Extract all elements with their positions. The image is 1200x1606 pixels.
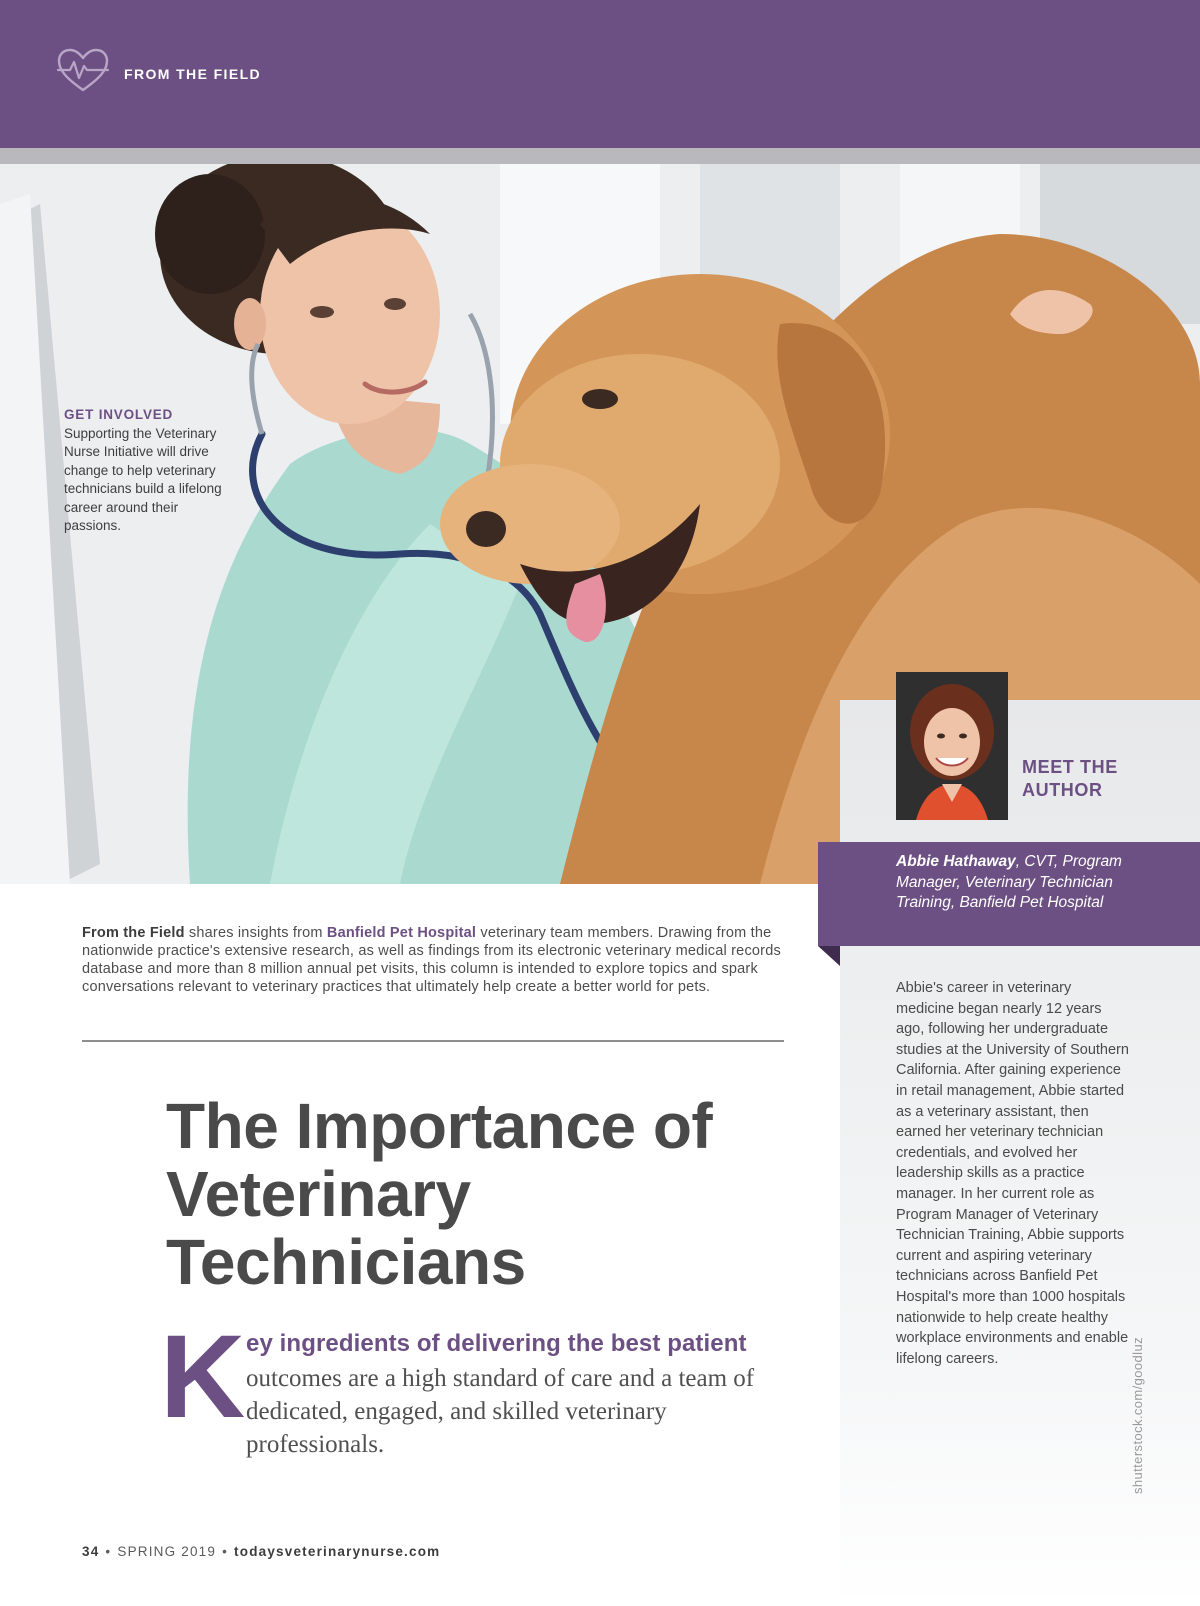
author-credit [896, 852, 1156, 914]
page-footer [82, 1544, 440, 1559]
lede-text: outcomes are a high standard of care and a team of dedicated, engaged, and skilled veterinary professionals. [246, 1365, 755, 1458]
intro-text-2: veterinary team members. Drawing from the nationwide practice's extensive research, as well as findings from its electronic veterinary medical records database and more than 8 million annual pet visits, this column is intended to explore topics and spark conversations relevant to veterinary practices that ultimately help create a better world for pets. [82, 925, 781, 995]
meet-the-author-heading: MEET THE AUTHOR [1022, 757, 1118, 800]
footer-separator: • [105, 1544, 112, 1559]
header-divider [0, 148, 1200, 164]
footer-separator: • [222, 1544, 229, 1559]
section-label: FROM THE FIELD [124, 66, 262, 82]
drop-cap: K [160, 1311, 246, 1443]
issue-label: SPRING 2019 [117, 1544, 217, 1559]
photo-credit: shutterstock.com/goodluz [1130, 1336, 1145, 1494]
intro-lead: From the Field [82, 925, 185, 941]
lede-bold: ey ingredients of delivering the best patient [246, 1330, 747, 1357]
site-link[interactable]: todaysveterinarynurse.com [234, 1544, 441, 1559]
intro-org: Banfield Pet Hospital [326, 925, 477, 941]
author-name: Abbie Hathaway [896, 853, 1016, 870]
author-credentials: , CVT, Program Manager, Veterinary Technician Training, Banfield Pet Hospital [896, 853, 1122, 911]
intro-text-1: shares insights from [184, 925, 327, 941]
get-involved-callout [64, 406, 234, 536]
banner-fold [818, 946, 840, 966]
page-number: 34 [82, 1544, 100, 1559]
intro-divider [82, 1040, 784, 1042]
author-bio: Abbie's career in veterinary medicine began nearly 12 years ago, following her undergraduate studies at the University of Southern California. After gaining experience in retail management, Abbie started as a veterinary assistant, then earned her veterinary technician credentials, and evolved her leadership skills as a practice manager. In her current role as Program Manager of Veterinary Technician Training, Abbie supports current and aspiring veterinary technicians across Banfield Pet Hospital's more than 1000 hospitals nationwide to help create healthy workplace environments and enable lifelong careers. [896, 980, 1129, 1367]
author-photo [896, 672, 1008, 820]
callout-body: Supporting the Veterinary Nurse Initiative will drive change to help veterinary technicians build a lifelong career around their passions. [64, 425, 222, 533]
callout-title: GET INVOLVED [64, 407, 174, 422]
heart-pulse-icon [56, 48, 110, 94]
article-title: The Importance of Veterinary Technicians [166, 1090, 713, 1298]
column-intro [82, 924, 782, 996]
